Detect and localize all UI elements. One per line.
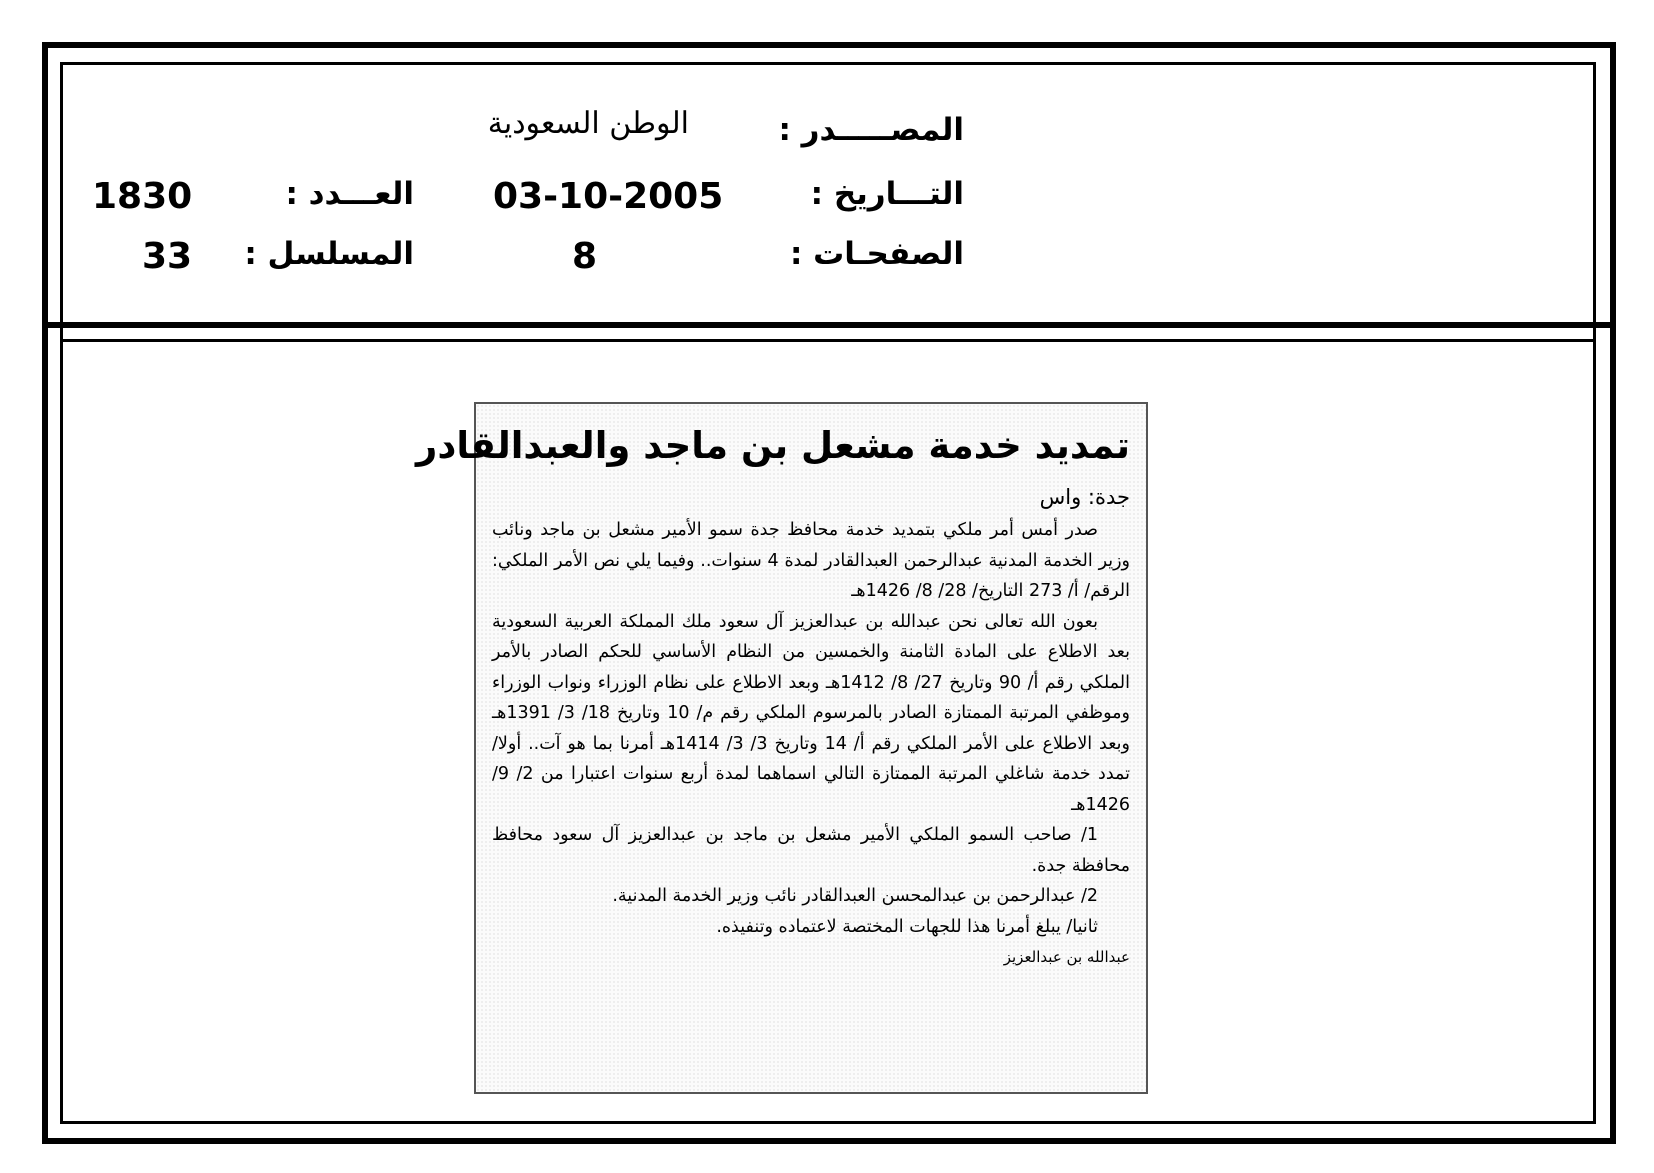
header-divider-thick	[42, 322, 1616, 328]
date-label: التـــاريخ :	[810, 176, 964, 212]
article-headline: تمديد خدمة مشعل بن ماجد والعبدالقادر	[416, 424, 1130, 467]
header-divider-thin	[60, 339, 1596, 342]
newspaper-clipping	[416, 402, 1148, 1094]
article-paragraph: 1/ صاحب السمو الملكي الأمير مشعل بن ماجد بن عبدالعزيز آل سعود محافظ محافظة جدة.	[492, 825, 1130, 876]
serial-label: المسلسل :	[244, 236, 414, 272]
serial-value: 33	[142, 236, 193, 277]
issue-value: 1830	[92, 176, 193, 217]
article-dateline: جدة: واس	[1039, 485, 1130, 509]
article-paragraph: صدر أمس أمر ملكي بتمديد خدمة محافظ جدة سمو الأمير مشعل بن ماجد ونائب وزير الخدمة المدنية عبدالرحمن العبدالقادر لمدة 4 سنوات.. وفيما يلي نص الأمر الملكي: الرقم/ أ/ 273 التاريخ/ 28/ 8/ 1426هـ	[492, 520, 1130, 601]
article-signature: عبدالله بن عبدالعزيز	[1003, 948, 1130, 966]
source-label: المصـــــدر :	[778, 112, 964, 148]
pages-value: 8	[572, 236, 598, 277]
source-value: الوطن السعودية	[487, 106, 689, 141]
article-paragraph: 2/ عبدالرحمن بن عبدالمحسن العبدالقادر نائب وزير الخدمة المدنية.	[612, 886, 1098, 906]
date-value: 03-10-2005	[493, 176, 724, 217]
article-paragraph: ثانيا/ يبلغ أمرنا هذا للجهات المختصة لاعتماده وتنفيذه.	[716, 916, 1098, 937]
issue-label: العـــدد :	[285, 176, 414, 212]
pages-label: الصفحـات :	[789, 236, 964, 272]
article-paragraph: بعون الله تعالى نحن عبدالله بن عبدالعزيز آل سعود ملك المملكة العربية السعودية بعد الاطلاع على المادة الثامنة والخمسين من النظام الأساسي للحكم الصادر بالأمر الملكي رقم أ/ 90 وتاريخ 27/ 8/ 1412هـ وبعد الاطلاع على نظام الوزراء ونواب الوزراء وموظفي المرتبة الممتازة الصادر بالمرسوم الملكي رقم م/ 10 وتاريخ 18/ 3/ 1391هـ وبعد الاطلاع على الأمر الملكي رقم أ/ 14 وتاريخ 3/ 3/ 1414هـ أمرنا بما هو آت.. أولا/ تمدد خدمة شاغلي المرتبة الممتازة التالي اسماهما لمدة أربع سنوات اعتبارا من 2/ 9/ 1426هـ	[492, 611, 1130, 815]
